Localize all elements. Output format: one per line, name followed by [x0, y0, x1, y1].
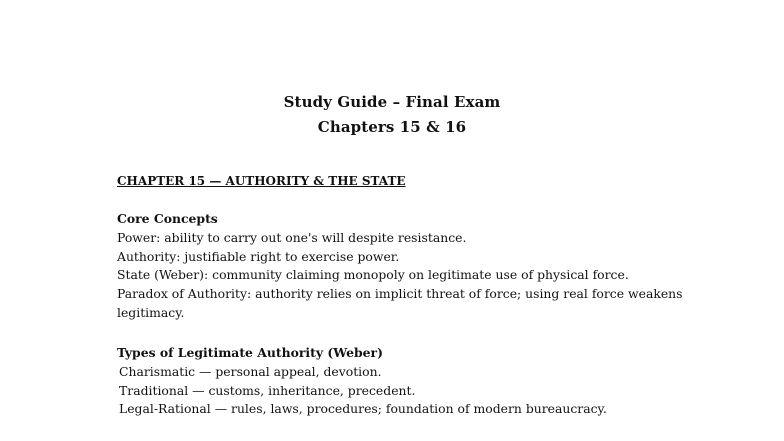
- concept-line: legitimacy.: [117, 304, 185, 320]
- document-title: Study Guide – Final Exam: [283, 93, 501, 111]
- authority-type-item: Traditional — customs, inheritance, precedent.: [119, 382, 416, 398]
- authority-types-heading: Types of Legitimate Authority (Weber): [117, 345, 383, 360]
- authority-type-item: Legal-Rational — rules, laws, procedures; foundation of modern bureaucracy.: [119, 401, 607, 417]
- document-subtitle: Chapters 15 & 16: [317, 118, 467, 136]
- authority-types-section: [117, 344, 607, 419]
- core-concepts-heading: Core Concepts: [117, 211, 218, 226]
- concept-line: Authority: justifiable right to exercise power.: [117, 248, 400, 264]
- core-concepts-section: [117, 210, 683, 323]
- concept-line: Power: ability to carry out one's will despite resistance.: [117, 229, 467, 245]
- concept-line: State (Weber): community claiming monopoly on legitimate use of physical force.: [117, 267, 629, 283]
- concept-line: Paradox of Authority: authority relies on implicit threat of force; using real force weakens: [117, 286, 683, 302]
- chapter-heading: CHAPTER 15 — AUTHORITY & THE STATE: [117, 174, 406, 188]
- authority-type-item: Charismatic — personal appeal, devotion.: [119, 363, 382, 379]
